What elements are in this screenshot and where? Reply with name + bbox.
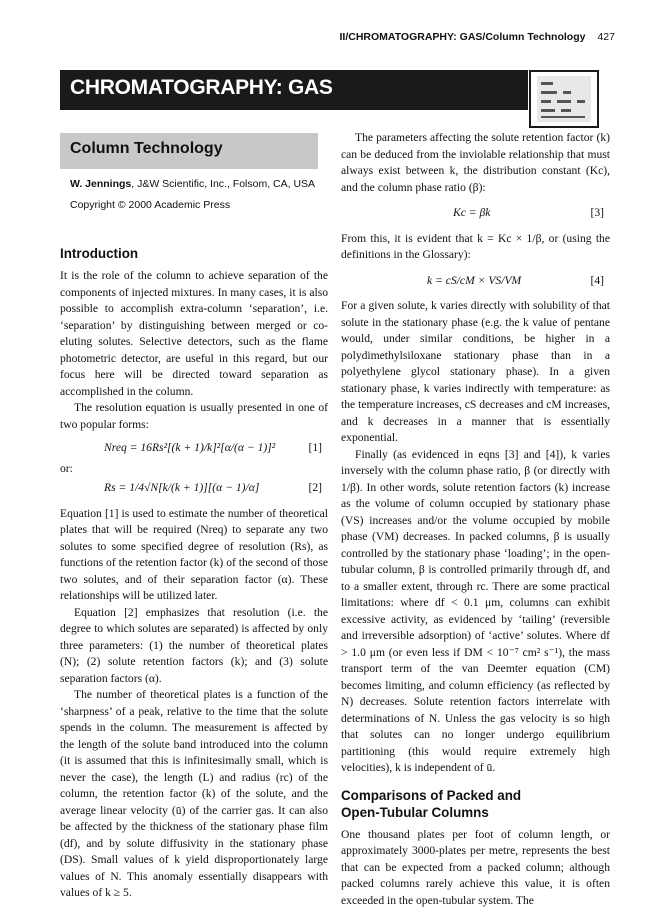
paragraph: The number of theoretical plates is a function of the ‘sharpness’ of a peak, relative to the time that the solute spends in the column. The measurement is affected by the length of the solute band introduced into the column (it is assumed that this is infinitesimally small, which is never the case), the length (L) and radius (rc) of the column, the retention factor (k) of the solute, and the average linear velocity (ū) of the carrier gas. It can also be affected by the thickness of the stationary phase film (df), and by solute diffusivity in the stationary phase (DS). Small values of k yield disproportionately large values of N. This anomaly essentially disappears with values of k ≥ 5. [60,687,328,902]
chapter-title: Column Technology [70,140,223,158]
paragraph: Finally (as evidenced in eqns [3] and [4]), k varies inversely with the column phase ratio, β (or directly with 1/β). In other words, solute retention factors (k) increase as the volume of column occupied by stationary phase (VS) increases and/or the volume occupied by mobile phase (VM) decreases. In packed columns, β is usually controlled by the stationary phase ‘loading’; in the open-tubular column, β is controlled primarily through df, and to a smaller extent, through rc. There are some practical limitations: where df < 0.1 μm, columns can exhibit excessive activity, as evidenced by ‘tailing’ (reversible and irreversible adsorption) of ‘active’ solutes. Where df > 1.0 μm (or even less if DM < 10⁻⁷ cm² s⁻¹), the mass transport term of the van Deemter equation (CM) becomes limiting, and column efficiency (as reflected by N) decreases. Solute retention factors interrelate with determinations of N. Unless the gas velocity is so high that solutes can no longer undergo equilibrium partitioning (this would require extremely high velocities), k is independent of ū. [341,447,610,777]
introduction-heading: Introduction [60,245,328,262]
author-name: W. Jennings [70,178,131,190]
equation-3-number: [3] [590,205,604,222]
paragraph: Equation [1] is used to estimate the number of theoretical plates that will be required (Nreq) to separate any two solutes to some specified degree of resolution (Rs), as functions of the retention factor (k) of the second of those two solutes, and of their separation factor (α). These relationships will be utilized later. [60,506,328,605]
paragraph: The resolution equation is usually presented in one of two popular forms: [60,400,328,433]
chapter-title-box [60,133,318,169]
paragraph: Equation [2] emphasizes that resolution (i.e. the degree to which solutes are separated) is affected by only three parameters: (1) the number of theoretical plates (N); (2) solute retention factors (k); and (3) solute separation factors (α). [60,605,328,688]
running-head-title: II/CHROMATOGRAPHY: GAS/Column Technology [339,31,585,43]
encyclopedia-logo-icon [529,70,599,128]
author-affiliation: , J&W Scientific, Inc., Folsom, CA, USA [131,178,315,190]
equation-1-body: Nreq = 16Rs²[(k + 1)/k]²[α/(α − 1)]² [104,440,275,457]
paragraph: One thousand plates per foot of column length, or approximately 3000-plates per metre, represents the best that can be expected from a packed column; although packed columns rarely achieve this value, it is often exceeded in the open-tubular system. The [341,827,610,909]
paragraph: The parameters affecting the solute retention factor (k) can be deduced from the inviolable relationship that must always exist between k, the distribution constant (Kc), and the column phase ratio (β): [341,130,610,196]
equation-2-body: Rs = 1/4√N[k/(k + 1)][(α − 1)/α] [104,480,259,497]
equation-4-number: [4] [590,273,604,290]
equation-1 [60,440,328,457]
equation-4-body: k = cS/cM × VS/VM [427,273,521,290]
copyright: Copyright © 2000 Academic Press [70,199,230,211]
section-banner-title: CHROMATOGRAPHY: GAS [70,76,333,100]
left-column [60,245,328,902]
comparisons-heading: Comparisons of Packed and Open-Tubular Columns [341,787,541,821]
page-number: 427 [597,31,615,43]
running-head [60,31,615,47]
paragraph: It is the role of the column to achieve separation of the components of injected mixtures. In many cases, it is also possible to accomplish extra-column ‘separation’, i.e. ‘separation’ by distinguishing between merged or co-eluting solutes. Selective detectors, such as the flame photometric detector, are useful in this regard, but our focus here will be directed toward separation as accomplished in the column. [60,268,328,400]
equation-3-body: Kc = βk [453,205,490,222]
equation-1-number: [1] [308,440,322,457]
connector-text: or: [60,461,328,478]
section-banner [60,70,528,110]
paragraph: From this, it is evident that k = Kc × 1/β, or (using the definitions in the Glossary): [341,231,610,264]
equation-4 [341,273,610,290]
equation-3 [341,205,610,222]
right-column [341,130,610,909]
paragraph: For a given solute, k varies directly with solubility of that solute in the stationary phase (e.g. the k value of pentane would, under similar conditions, be higher in a polydimethylsiloxane stationary phase than in a polyethylene glycol stationary phase). In a given stationary phase, k varies indirectly with temperature: as the temperature increases, cS decreases and cM increases, and k decreases in a manner that is essentially exponential. [341,298,610,447]
author-line [70,178,315,190]
equation-2 [60,480,328,497]
equation-2-number: [2] [308,480,322,497]
